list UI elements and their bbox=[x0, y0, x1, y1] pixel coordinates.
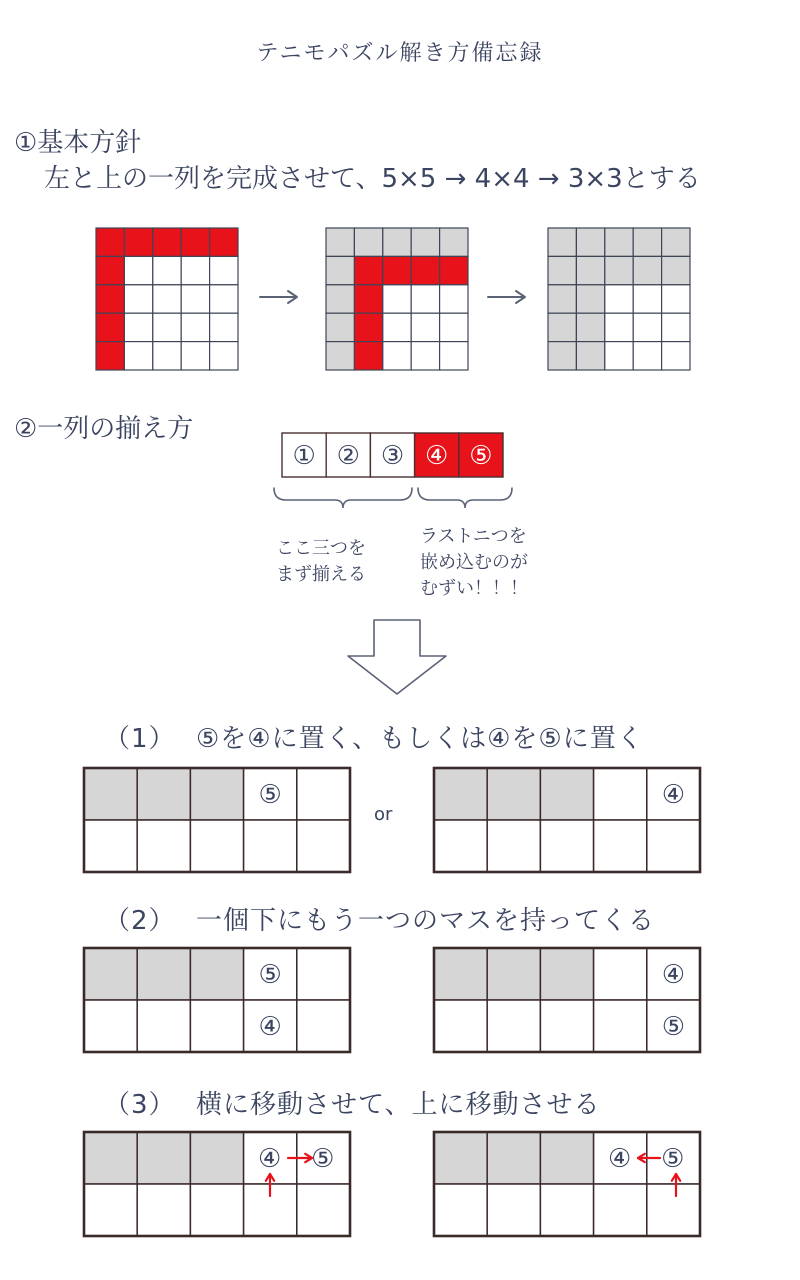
step2-board-right-cell bbox=[434, 1000, 487, 1052]
step1-board-right-cell bbox=[434, 820, 487, 872]
step3-board-left-cell bbox=[137, 1184, 190, 1236]
grid-5x5-step-b-cell bbox=[383, 313, 411, 341]
note-last-two-line1: ラストニつを bbox=[420, 526, 527, 547]
row-cell bbox=[459, 433, 503, 477]
step2-board-right-cell bbox=[434, 948, 487, 1000]
note-last-two-line3: むずい！！！ bbox=[420, 578, 528, 599]
step3-board-left-cell bbox=[137, 1132, 190, 1184]
grid-5x5-step-c-cell bbox=[605, 313, 633, 341]
grid-5x5-step-b-cell bbox=[326, 228, 354, 256]
step2-board-left-cell bbox=[297, 948, 350, 1000]
grid-5x5-step-b-cell bbox=[440, 342, 468, 370]
grid-5x5-step-b-cell bbox=[440, 285, 468, 313]
grid-5x5-step-c-cell bbox=[662, 285, 690, 313]
grid-5x5-step-a-cell bbox=[124, 342, 152, 370]
step1-text: ⑤を④に置く、もしくは④を⑤に置く bbox=[196, 724, 644, 754]
grid-5x5-step-b-cell bbox=[326, 256, 354, 284]
step2-left-mark-top: ⑤ bbox=[258, 960, 282, 990]
grid-5x5-step-a-cell bbox=[210, 228, 238, 256]
step2-board-right-cell bbox=[594, 948, 647, 1000]
grid-5x5-step-a-cell bbox=[96, 285, 124, 313]
step1-board-right-cell bbox=[540, 768, 593, 820]
step2-board-left-cell bbox=[297, 1000, 350, 1052]
step2-right-mark-top: ④ bbox=[661, 960, 686, 990]
grid-5x5-step-b-cell bbox=[411, 342, 439, 370]
section2-heading: ②一列の揃え方 bbox=[14, 414, 194, 444]
grid-5x5-step-b-cell bbox=[383, 228, 411, 256]
step3-board-right-cell bbox=[434, 1184, 487, 1236]
step3-left-mark-b: ⑤ bbox=[311, 1144, 335, 1174]
step3-right-mark-a: ④ bbox=[607, 1144, 632, 1174]
grid-5x5-step-a-cell bbox=[153, 256, 181, 284]
row-cell-number: ④ bbox=[425, 441, 449, 471]
grid-5x5-step-b-cell bbox=[354, 228, 382, 256]
step3-right-mark-b: ⑤ bbox=[661, 1144, 685, 1174]
grid-5x5-step-a-cell bbox=[210, 342, 238, 370]
grid-5x5-step-b-cell bbox=[354, 256, 382, 284]
step1-board-left-cell bbox=[244, 820, 297, 872]
grid-5x5-step-c-cell bbox=[633, 285, 661, 313]
step2-board-left-cell bbox=[137, 1000, 190, 1052]
step1-board-left-cell bbox=[84, 768, 137, 820]
step2-board-right bbox=[434, 948, 700, 1052]
grid-5x5-step-a bbox=[96, 228, 238, 370]
note-first-three-line2: まず揃える bbox=[276, 564, 366, 585]
step3-label: （3） bbox=[104, 1090, 176, 1120]
step3-board-left-cell bbox=[84, 1184, 137, 1236]
step3-board-right bbox=[434, 1132, 700, 1236]
step3-board-right-cell bbox=[487, 1132, 540, 1184]
grid-5x5-step-b-cell bbox=[383, 342, 411, 370]
step2-board-left-cell bbox=[84, 948, 137, 1000]
grid-5x5-step-c-cell bbox=[662, 256, 690, 284]
grid-5x5-step-c-cell bbox=[662, 313, 690, 341]
step1-right-mark: ④ bbox=[661, 780, 686, 810]
row-cell bbox=[370, 433, 414, 477]
grid-5x5-step-c-cell bbox=[605, 285, 633, 313]
step1-board-right-cell bbox=[540, 820, 593, 872]
grid-5x5-step-a-cell bbox=[181, 228, 209, 256]
grid-5x5-step-a-cell bbox=[96, 256, 124, 284]
step2-right-mark-bottom: ⑤ bbox=[661, 1012, 686, 1042]
step3-board-left-cell bbox=[190, 1184, 243, 1236]
row-cell bbox=[415, 433, 459, 477]
down-arrow-icon bbox=[348, 620, 446, 694]
grid-5x5-step-b-cell bbox=[326, 342, 354, 370]
grid-5x5-step-b-cell bbox=[440, 228, 468, 256]
grid-5x5-step-b-cell bbox=[411, 285, 439, 313]
step2-label: （2） bbox=[104, 906, 176, 936]
grid-5x5-step-c-cell bbox=[548, 285, 576, 313]
note-last-two-line2: 嵌め込むのが bbox=[420, 552, 528, 573]
step3-board-right-cell bbox=[487, 1184, 540, 1236]
grid-5x5-step-c-cell bbox=[548, 256, 576, 284]
step3-board-right-cell bbox=[434, 1132, 487, 1184]
brace-last-two bbox=[418, 488, 512, 508]
grid-5x5-step-c-cell bbox=[576, 256, 604, 284]
grid-5x5-step-c-cell bbox=[633, 342, 661, 370]
step2-board-left-cell bbox=[190, 1000, 243, 1052]
row-cell bbox=[326, 433, 370, 477]
grid-5x5-step-c-cell bbox=[633, 228, 661, 256]
grid-5x5-step-a-cell bbox=[153, 285, 181, 313]
step2-board-left bbox=[84, 948, 350, 1052]
step1-board-left-cell bbox=[190, 768, 243, 820]
step1-left-mark: ⑤ bbox=[258, 780, 282, 810]
step2-board-right-cell bbox=[594, 1000, 647, 1052]
step3-board-left-cell bbox=[190, 1132, 243, 1184]
grid-5x5-step-c-cell bbox=[605, 256, 633, 284]
grid-5x5-step-b-cell bbox=[383, 285, 411, 313]
grid-5x5-step-c-cell bbox=[548, 228, 576, 256]
grid-5x5-step-c-cell bbox=[548, 342, 576, 370]
grid-5x5-step-a-cell bbox=[181, 256, 209, 284]
grid-5x5-step-c-cell bbox=[576, 342, 604, 370]
step1-label: （1） bbox=[104, 724, 176, 754]
step2-board-left-cell bbox=[84, 1000, 137, 1052]
step1-board-right bbox=[434, 768, 700, 872]
step3-board-left bbox=[84, 1132, 350, 1236]
step1-board-left-cell bbox=[137, 768, 190, 820]
grid-5x5-step-a-cell bbox=[210, 256, 238, 284]
grid-5x5-step-a-cell bbox=[153, 313, 181, 341]
row-cell-number: ③ bbox=[380, 441, 405, 471]
grid-5x5-step-b-cell bbox=[354, 342, 382, 370]
grid-5x5-step-c-cell bbox=[605, 228, 633, 256]
step1-board-left-cell bbox=[297, 820, 350, 872]
grid-5x5-step-a-cell bbox=[181, 285, 209, 313]
brace-first-three bbox=[274, 488, 412, 508]
step1-board-right-cell bbox=[434, 768, 487, 820]
grid-5x5-step-c-cell bbox=[576, 313, 604, 341]
grid-5x5-step-a-cell bbox=[153, 228, 181, 256]
grid-5x5-step-a-cell bbox=[181, 313, 209, 341]
arrow-right-icon bbox=[260, 291, 297, 303]
step1-board-right-cell bbox=[487, 820, 540, 872]
step3-board-left-cell bbox=[84, 1132, 137, 1184]
grid-5x5-step-c-cell bbox=[633, 313, 661, 341]
grid-5x5-step-c-cell bbox=[662, 228, 690, 256]
row-cell-number: ② bbox=[336, 441, 360, 471]
grid-5x5-step-b-cell bbox=[354, 285, 382, 313]
step2-board-right-cell bbox=[540, 948, 593, 1000]
step1-board-left bbox=[84, 768, 350, 872]
grid-5x5-step-a-cell bbox=[96, 313, 124, 341]
step2-board-right-cell bbox=[487, 1000, 540, 1052]
grid-5x5-step-a-cell bbox=[96, 228, 124, 256]
step1-board-left-cell bbox=[137, 820, 190, 872]
grid-5x5-step-c-cell bbox=[633, 256, 661, 284]
arrow-right-icon-2 bbox=[488, 291, 525, 303]
step3-left-mark-a: ④ bbox=[257, 1144, 282, 1174]
row-cell-number: ⑤ bbox=[469, 441, 493, 471]
grid-5x5-step-b-cell bbox=[440, 256, 468, 284]
page-title: テニモパズル解き方備忘録 bbox=[256, 41, 544, 66]
grid-5x5-step-b-cell bbox=[440, 313, 468, 341]
step1-board-right-cell bbox=[594, 768, 647, 820]
grid-5x5-step-a-cell bbox=[96, 342, 124, 370]
step2-board-left-cell bbox=[137, 948, 190, 1000]
grid-5x5-step-b-cell bbox=[354, 313, 382, 341]
grid-5x5-step-b-cell bbox=[411, 313, 439, 341]
step3-board-right-cell bbox=[540, 1184, 593, 1236]
step2-board-right-cell bbox=[540, 1000, 593, 1052]
grid-5x5-step-b-cell bbox=[411, 256, 439, 284]
step2-board-right-cell bbox=[487, 948, 540, 1000]
grid-5x5-step-b-cell bbox=[383, 256, 411, 284]
grid-5x5-step-c-cell bbox=[576, 228, 604, 256]
grid-5x5-step-b-cell bbox=[326, 313, 354, 341]
row-cells bbox=[282, 433, 503, 477]
step2-left-mark-bottom: ④ bbox=[258, 1012, 282, 1042]
section1-subtitle: 左と上の一列を完成させて、5×5 → 4×4 → 3×3とする bbox=[44, 164, 701, 194]
step1-board-left-cell bbox=[190, 820, 243, 872]
grid-5x5-step-c-cell bbox=[662, 342, 690, 370]
step1-board-right-cell bbox=[594, 820, 647, 872]
note-first-three-line1: ここ三つを bbox=[276, 538, 366, 559]
step1-board-left-cell bbox=[297, 768, 350, 820]
grid-5x5-step-c bbox=[548, 228, 690, 370]
grid-5x5-step-a-cell bbox=[124, 256, 152, 284]
or-text: or bbox=[374, 804, 393, 825]
step3-board-left-cell bbox=[297, 1184, 350, 1236]
row-cell bbox=[282, 433, 326, 477]
section1-heading: ①基本方針 bbox=[14, 128, 142, 158]
grid-5x5-step-c-cell bbox=[548, 313, 576, 341]
step3-board-right-cell bbox=[647, 1184, 700, 1236]
step2-board-left-cell bbox=[190, 948, 243, 1000]
grid-5x5-step-a-cell bbox=[181, 342, 209, 370]
step1-board-right-cell bbox=[487, 768, 540, 820]
row-cell-number: ① bbox=[292, 441, 316, 471]
step1-board-left-cell bbox=[84, 820, 137, 872]
grid-5x5-step-a-cell bbox=[124, 285, 152, 313]
step2-text: 一個下にもう一つのマスを持ってくる bbox=[196, 906, 656, 936]
grid-5x5-step-a-cell bbox=[124, 313, 152, 341]
grid-5x5-step-c-cell bbox=[605, 342, 633, 370]
grid-5x5-step-b bbox=[326, 228, 468, 370]
grid-5x5-step-a-cell bbox=[210, 313, 238, 341]
grid-5x5-step-a-cell bbox=[210, 285, 238, 313]
step3-text: 横に移動させて、上に移動させる bbox=[196, 1090, 601, 1120]
grid-5x5-step-a-cell bbox=[153, 342, 181, 370]
grid-5x5-step-b-cell bbox=[411, 228, 439, 256]
step3-board-right-cell bbox=[540, 1132, 593, 1184]
step3-board-right-cell bbox=[594, 1184, 647, 1236]
grid-5x5-step-c-cell bbox=[576, 285, 604, 313]
grid-5x5-step-b-cell bbox=[326, 285, 354, 313]
step1-board-right-cell bbox=[647, 820, 700, 872]
grid-5x5-step-a-cell bbox=[124, 228, 152, 256]
